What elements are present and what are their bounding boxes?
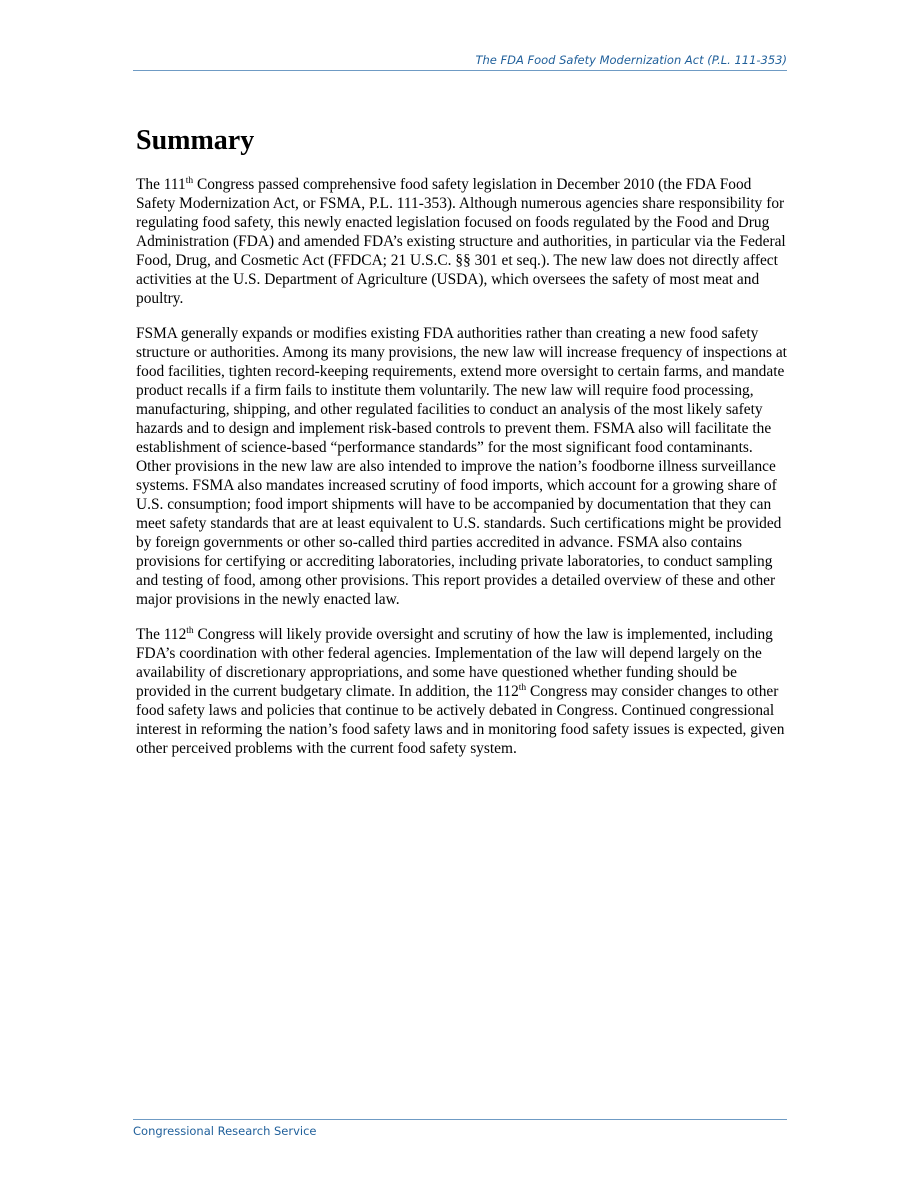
ordinal-superscript: th: [185, 176, 194, 186]
summary-section: [136, 124, 788, 774]
paragraph-3-text-a: The 112: [136, 626, 187, 643]
summary-paragraph-1: [136, 175, 788, 308]
summary-paragraph-2: FSMA generally expands or modifies existing FDA authorities rather than creating a new food safety structure or authorities. Among its many provisions, the new law will increase frequency of inspections at food facilities, tighten record-keeping requirements, extend more oversight to certain farms, and mandate product recalls if a firm fails to institute them voluntarily. The new law will require food processing, manufacturing, shipping, and other regulated facilities to conduct an analysis of the most likely safety hazards and to design and implement risk-based controls to prevent them. FSMA also will facilitate the establishment of science-based “performance standards” for the most significant food contaminants. Other provisions in the new law are also intended to improve the nation’s foodborne illness surveillance systems. FSMA also mandates increased scrutiny of food imports, which account for a growing share of U.S. consumption; food import shipments will have to be accompanied by documentation that they can meet safety standards that are at least equivalent to U.S. standards. Such certifications might be provided by foreign governments or other so-called third parties accredited in advance. FSMA also contains provisions for certifying or accrediting laboratories, including private laboratories, to conduct sampling and testing of food, among other provisions. This report provides a detailed overview of these and other major provisions in the newly enacted law.: [136, 325, 787, 608]
section-heading: Summary: [136, 125, 255, 156]
running-footer: [133, 1119, 787, 1139]
paragraph-1-text-b: Congress passed comprehensive food safety legislation in December 2010 (the FDA Food Safety Modernization Act, or FSMA, P.L. 111-353). Although numerous agencies share responsibility for regulating food safety, this newly enacted legislation focused on foods regulated by the Food and Drug Administration (FDA) and amended FDA’s existing structure and authorities, in particular via the Federal Food, Drug, and Cosmetic Act (FFDCA; 21 U.S.C. §§ 301 et seq.). The new law does not directly affect activities at the U.S. Department of Agriculture (USDA), which oversees the safety of most meat and poultry.: [136, 176, 786, 307]
paragraph-1-text-a: The 111: [136, 176, 186, 193]
ordinal-superscript: th: [186, 626, 194, 636]
footer-publisher: Congressional Research Service: [133, 1124, 317, 1138]
summary-paragraph-3: [136, 625, 788, 758]
paragraph-3-text-c: Congress may consider changes to other food safety laws and policies that continue to be actively debated in Congress. Continued congressional interest in reforming the nation’s food safety laws and in monitoring food safety issues is expected, given other perceived problems with the current food safety system.: [136, 683, 785, 757]
paragraph-3-text-b: Congress will likely provide oversight and scrutiny of how the law is implemented, including FDA’s coordination with other federal agencies. Implementation of the law will depend largely on the availability of discretionary appropriations, and some have questioned whether funding should be provided in the current budgetary climate. In addition, the 112: [136, 626, 773, 700]
running-header-title: The FDA Food Safety Modernization Act (P.L. 111-353): [475, 53, 787, 67]
ordinal-superscript: th: [518, 683, 527, 693]
running-header: [133, 52, 787, 71]
